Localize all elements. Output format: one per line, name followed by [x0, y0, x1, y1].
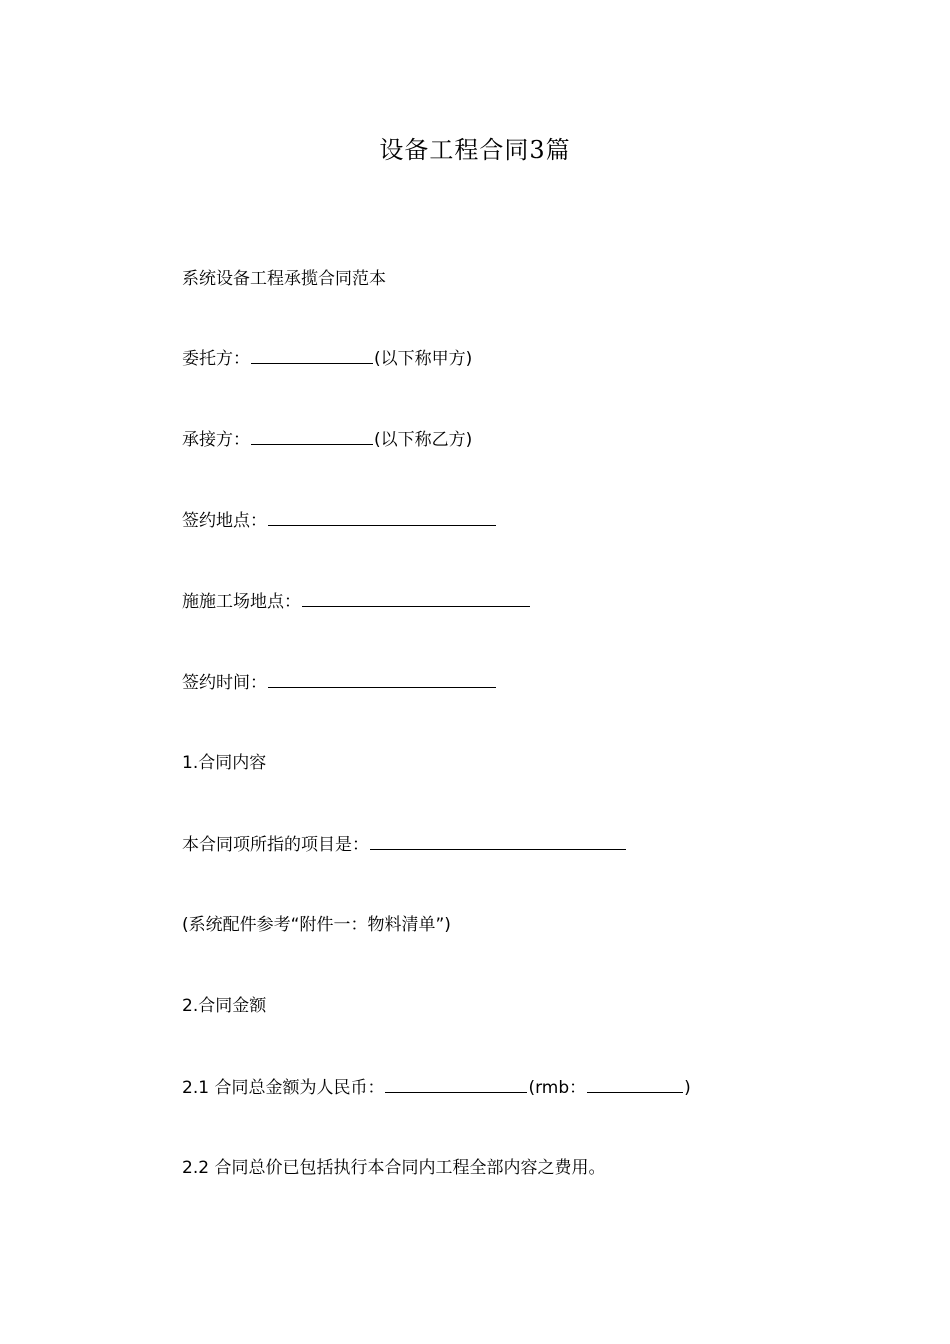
- sign-time-line: [182, 670, 497, 695]
- party-a-suffix: (以下称甲方): [374, 349, 473, 369]
- sign-place-label: 签约地点：: [182, 511, 267, 531]
- project-label: 本合同项所指的项目是：: [182, 835, 369, 855]
- clause-2-1: [182, 1075, 691, 1100]
- party-a-blank: [251, 346, 373, 364]
- party-b-label: 承接方：: [182, 430, 250, 450]
- site-label: 施施工场地点：: [182, 592, 301, 612]
- clause-2-1-mid: (rmb：: [528, 1078, 587, 1098]
- site-line: [182, 589, 531, 614]
- attachment-note: (系统配件参考“附件一：物料清单”): [182, 915, 451, 935]
- project-line: [182, 832, 627, 857]
- amount-rmb-figure-blank: [587, 1075, 683, 1093]
- party-a-label: 委托方：: [182, 349, 250, 369]
- amount-rmb-blank: [385, 1075, 527, 1093]
- clause-2-2: 2.2 合同总价已包括执行本合同内工程全部内容之费用。: [182, 1158, 606, 1178]
- clause-2-1-end: ): [684, 1078, 691, 1098]
- document-title: 设备工程合同3篇: [379, 136, 571, 164]
- party-b-blank: [251, 427, 373, 445]
- party-a-line: [182, 346, 472, 371]
- section-1-heading: 1.合同内容: [182, 753, 267, 773]
- party-b-line: [182, 427, 472, 452]
- contract-subtitle: 系统设备工程承揽合同范本: [182, 269, 386, 289]
- site-blank: [302, 589, 530, 607]
- sign-place-blank: [268, 508, 496, 526]
- project-blank: [370, 832, 626, 850]
- sign-time-label: 签约时间：: [182, 673, 267, 693]
- party-b-suffix: (以下称乙方): [374, 430, 473, 450]
- section-2-heading: 2.合同金额: [182, 996, 267, 1016]
- sign-time-blank: [268, 670, 496, 688]
- sign-place-line: [182, 508, 497, 533]
- clause-2-1-prefix: 2.1 合同总金额为人民币：: [182, 1078, 385, 1098]
